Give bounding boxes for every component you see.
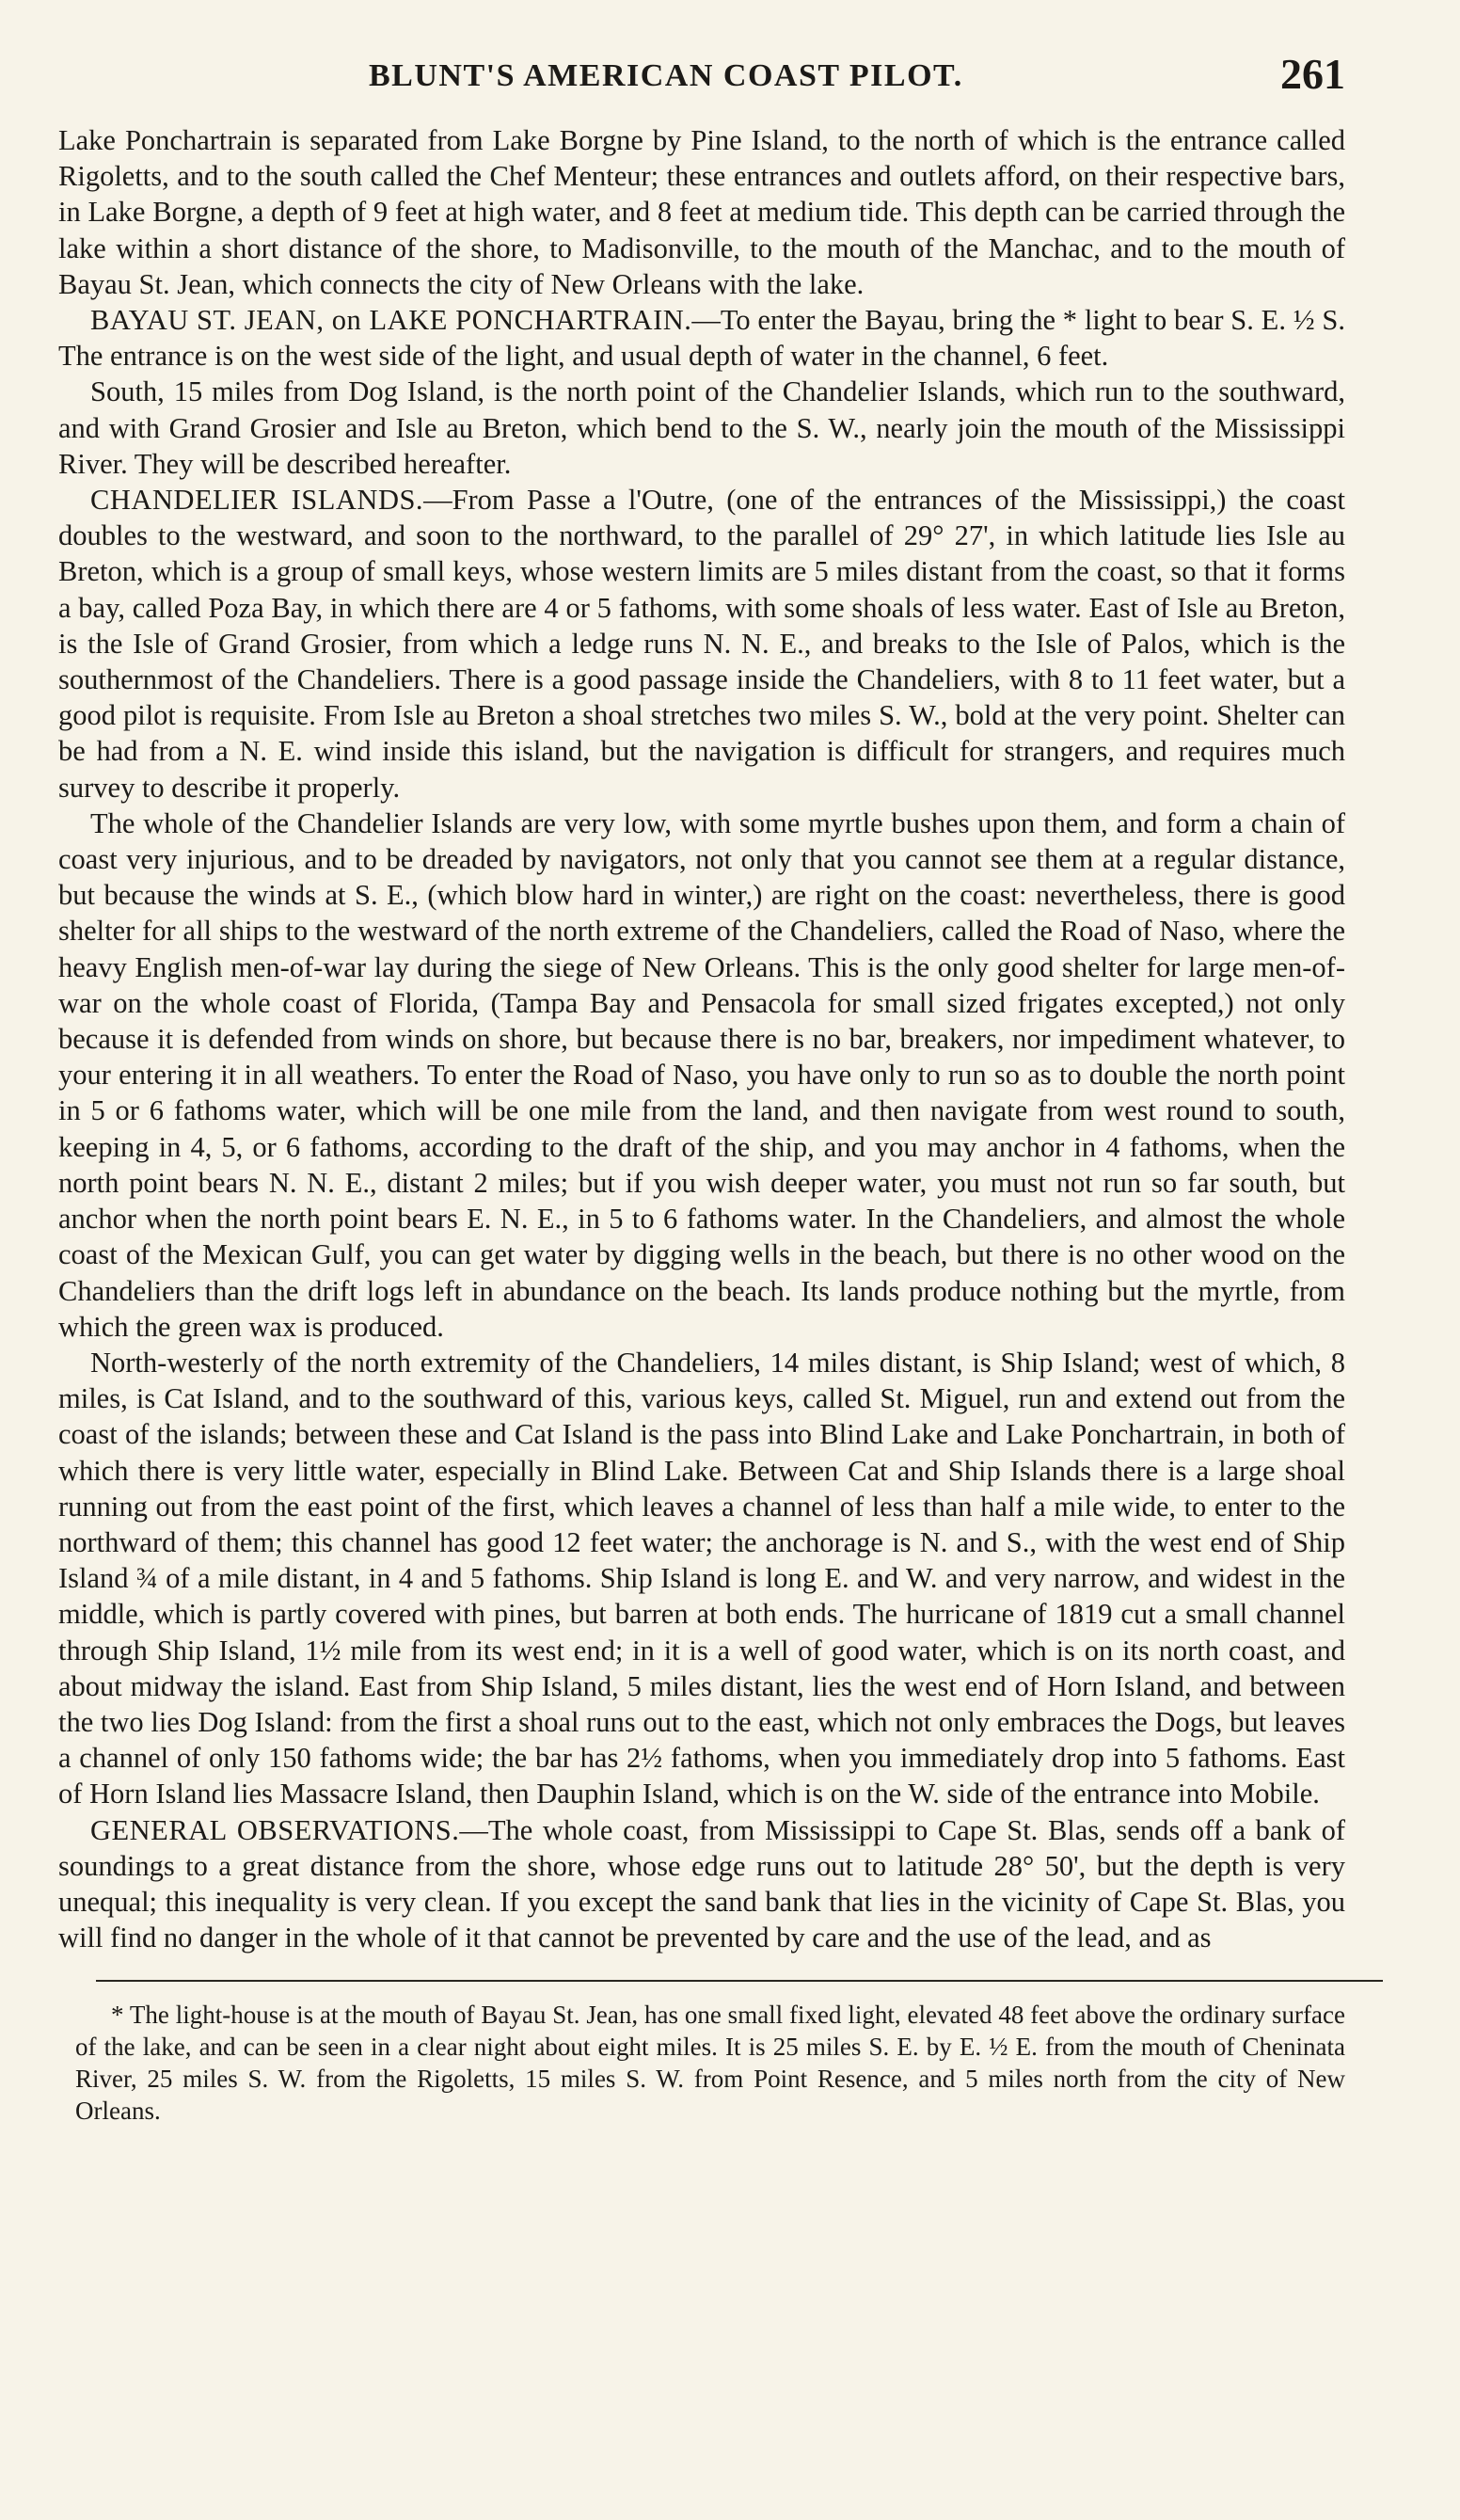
section-heading-chandelier-islands: CHANDELIER ISLANDS. [90,484,424,517]
body-text [58,122,1345,1955]
footnote [75,1999,1345,2127]
paragraph-ship-island [58,1345,1345,1812]
paragraph-road-of-naso [58,805,1345,1345]
paragraph-text: The whole of the Chandelier Islands are very low, with some myrtle bushes upon them, and form a chain of coast very injurious, and to be dreaded by navigators, not only that you cannot see them at a regular distance, but because the winds at S. E., (which blow hard in winter,) are right on the coast: nevertheless, there is good shelter for all ships to the westward of the north extreme of the Chandeliers, called the Road of Naso, where the heavy English men-of-war lay during the siege of New Orleans. This is the only good shelter for large men-of-war on the whole coast of Florida, (Tampa Bay and Pensacola for small sized frigates excepted,) not only because it is defended from winds on shore, but because there is no bar, breakers, nor impediment whatever, to your entering it in all weathers. To enter the Road of Naso, you have only to run so as to double the north point in 5 or 6 fathoms water, which will be one mile from the land, and then navigate from west round to south, keeping in 4, 5, or 6 fathoms, according to the draft of the ship, and you may anchor in 4 fathoms, when the north point bears N. N. E., distant 2 miles; but if you wish deeper water, you must not run so far south, but anchor when the north point bears E. N. E., in 5 to 6 fathoms water. In the Chandeliers, and almost the whole coast of the Mexican Gulf, you can get water by digging wells in the beach, but there is no other wood on the Chandeliers than the drift logs left in abundance on the beach. Its lands produce nothing but the myrtle, from which the green wax is produced. [58,806,1345,1343]
paragraph-text: —The whole coast, from Mississippi to Cape St. Blas, sends off a bank of soundings to a great distance from the shore, whose edge runs out to latitude 28° 50', but the depth is very unequal; this inequality is very clean. If you except the sand bank that lies in the vicinity of Cape St. Blas, you will find no danger in the whole of it that cannot be prevented by care and the use of the lead, and as [58,1813,1345,1954]
book-page [58,49,1345,2127]
page-number: 261 [1280,50,1345,98]
paragraph-lake-ponchartrain [58,122,1345,302]
paragraph-general-observations [58,1812,1345,1956]
paragraph-text: —From Passe a l'Outre, (one of the entrances of the Mississippi,) the coast doubles to the westward, and soon to the northward, to the parallel of 29° 27', in which latitude lies Isle au Breton, which is a group of small keys, whose western limits are 5 miles distant from the coast, so that it forms a bay, called Poza Bay, in which there are 4 or 5 fathoms, with some shoals of less water. East of Isle au Breton, is the Isle of Grand Grosier, from which a ledge runs N. N. E., and breaks to the Isle of Palos, which is the southernmost of the Chandeliers. There is a good passage inside the Chandeliers, with 8 to 11 feet water, but a good pilot is requisite. From Isle au Breton a shoal stretches two miles S. W., bold at the very point. Shelter can be had from a N. E. wind inside this island, but the navigation is difficult for strangers, and requires much survey to describe it properly. [58,484,1345,804]
page-header [58,49,1345,109]
footnote-text: * The light-house is at the mouth of Bayau St. Jean, has one small fixed light, elevated 48 feet above the ordinary surface of the lake, and can be seen in a clear night about eight miles. It is 25 miles S. E. by E. ½ E. from the mouth of Cheninata River, 25 miles S. W. from the Rigoletts, 15 miles S. W. from Point Resence, and 5 miles north from the city of New Orleans. [75,2001,1345,2126]
paragraph-text: North-westerly of the north extremity of the Chandeliers, 14 miles distant, is Ship Island; west of which, 8 miles, is Cat Island, and to the southward of this, various keys, called St. Miguel, run and extend out from the coast of the islands; between these and Cat Island is the pass into Blind Lake and Lake Ponchartrain, in both of which there is very little water, especially in Blind Lake. Between Cat and Ship Islands there is a large shoal running out from the east point of the first, which leaves a channel of less than half a mile wide, to enter to the northward of them; this channel has good 12 feet water; the anchorage is N. and S., with the west end of Ship Island ¾ of a mile distant, in 4 and 5 fathoms. Ship Island is long E. and W. and very narrow, and widest in the middle, which is partly covered with pines, but barren at both ends. The hurricane of 1819 cut a small channel through Ship Island, 1½ mile from its west end; in it is a well of good water, which is on its north coast, and about midway the island. East from Ship Island, 5 miles distant, lies the west end of Horn Island, and between the two lies Dog Island: from the first a shoal runs out to the east, which not only embraces the Dogs, but leaves a channel of only 150 fathoms wide; the bar has 2½ fathoms, when you immediately drop into 5 fathoms. East of Horn Island lies Massacre Island, then Dauphin Island, which is on the W. side of the entrance into Mobile. [58,1346,1345,1810]
paragraph-text: Lake Ponchartrain is separated from Lake Borgne by Pine Island, to the north of which is the entrance called Rigoletts, and to the south called the Chef Menteur; these entrances and outlets afford, on their respective bars, in Lake Borgne, a depth of 9 feet at high water, and 8 feet at medium tide. This depth can be carried through the lake within a short distance of the shore, to Madisonville, to the mouth of the Manchac, and to the mouth of Bayau St. Jean, which connects the city of New Orleans with the lake. [58,124,1345,300]
section-heading-bayau-st-jean: BAYAU ST. JEAN, on LAKE PONCHARTRAIN. [90,304,692,337]
paragraph-chandelier-islands [58,482,1345,805]
running-title: BLUNT'S AMERICAN COAST PILOT. [369,58,963,93]
paragraph-dog-island [58,374,1345,482]
footnote-divider [96,1980,1383,1982]
paragraph-text: —To enter the Bayau, bring the * light to bear S. E. ½ S. The entrance is on the west side of the light, and usual depth of water in the channel, 6 feet. [58,304,1345,373]
paragraph-text: South, 15 miles from Dog Island, is the north point of the Chandelier Islands, which run to the southward, and with Grand Grosier and Isle au Breton, which bend to the S. W., nearly join the mouth of the Mississippi River. They will be described hereafter. [58,375,1345,480]
paragraph-bayau-st-jean [58,302,1345,374]
section-heading-general-observations: GENERAL OBSERVATIONS. [90,1813,460,1846]
